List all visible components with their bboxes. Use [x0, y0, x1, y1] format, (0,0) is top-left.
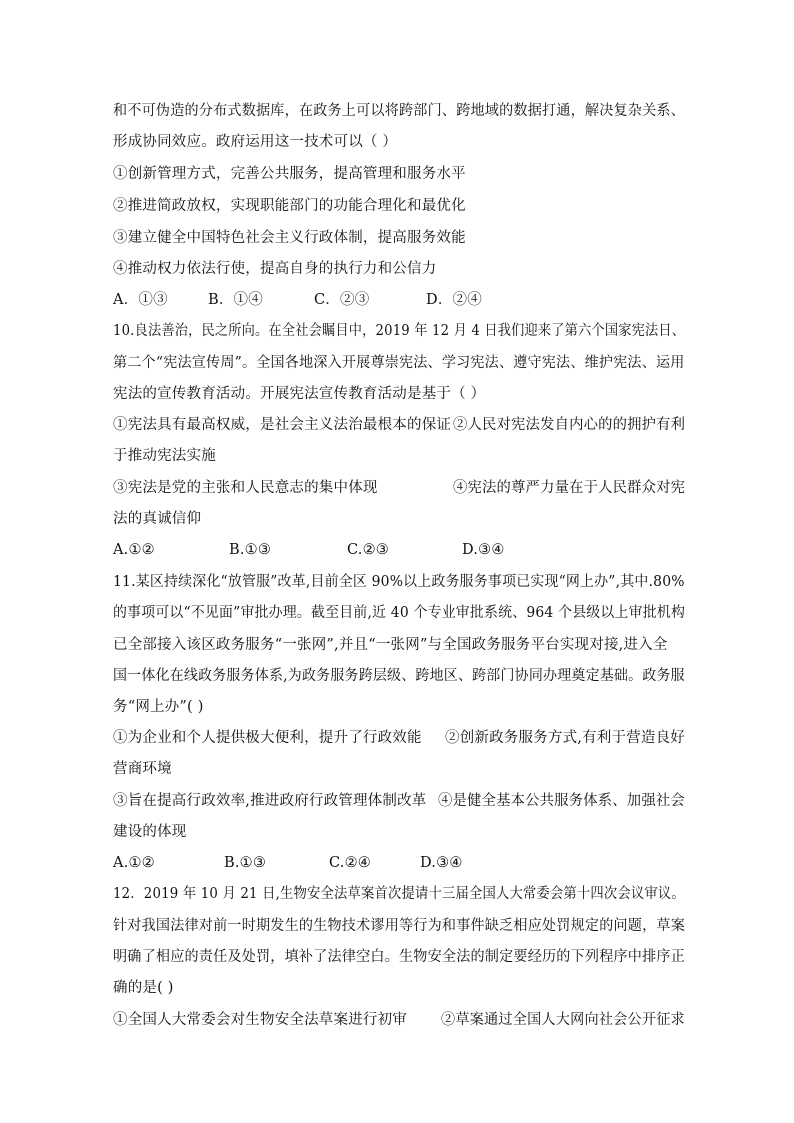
- q12-option-2: ②草案通过全国人大网向社会公开征求: [441, 1012, 685, 1028]
- q9-choice-b: B．①④: [208, 292, 263, 308]
- q9-option-1: ①创新管理方式，完善公共服务，提高管理和服务水平: [113, 166, 466, 182]
- q9-choice-c: C．②③: [314, 292, 370, 308]
- q10-option-4-cont: 法的真诚信仰: [113, 511, 202, 527]
- q11-option-4: ④是健全基本公共服务体系、加强社会: [438, 793, 685, 809]
- q12-option-1: ①全国人大常委会对生物安全法草案进行初审: [113, 1012, 407, 1028]
- q10-option-3: ③宪法是党的主张和人民意志的集中体现: [113, 480, 378, 496]
- q10-option-1: ①宪法具有最高权威，是社会主义法治最根本的保证: [113, 417, 452, 433]
- q10-stem-line-3: 宪法的宣传教育活动。开展宪法宣传教育活动是基于（ ）: [113, 386, 486, 402]
- q11-option-1: ①为企业和个人提供极大便利，提升了行政效能: [113, 730, 422, 746]
- q11-option-2-cont: 营商环境: [113, 761, 172, 777]
- q9-stem-line-2: 形成协同效应。政府运用这一技术可以（ ）: [113, 134, 398, 150]
- q10-stem-line-1: 10.良法善治，民之所向。在全社会瞩目中，2019 年 12 月 4 日我们迎来了第六个国家宪法日、: [113, 323, 686, 339]
- q11-stem-line-2: 的事项可以“不见面”审批办理。截至目前,近 40 个专业审批系统、964 个县级以上审批机构: [113, 605, 686, 621]
- q10-option-4: ④宪法的尊严力量在于人民群众对宪: [453, 480, 686, 496]
- q9-option-3: ③建立健全中国特色社会主义行政体制，提高服务效能: [113, 230, 466, 246]
- q9-stem-line-1: 和不可伪造的分布式数据库，在政务上可以将跨部门、跨地域的数据打通，解决复杂关系、: [113, 103, 686, 119]
- q11-option-2: ②创新政务服务方式,有利于营造良好: [445, 730, 686, 746]
- q9-choice-a: A．①③: [113, 292, 168, 308]
- q11-option-3: ③旨在提高行政效率,推进政府行政管理体制改革: [113, 793, 427, 809]
- q11-choice-c: C.②④: [329, 855, 371, 871]
- q10-choice-c: C.②③: [347, 542, 389, 558]
- q10-option-2: ②人民对宪法发自内心的的拥护有利: [453, 417, 686, 433]
- q11-stem-line-4: 国一体化在线政务服务体系,为政务服务跨层级、跨地区、跨部门协同办理奠定基础。政务服: [113, 668, 685, 684]
- q12-stem-line-1: 12．2019 年 10 月 21 日,生物安全法草案首次提请十三届全国人大常委会第十四次会议审议。: [113, 886, 685, 902]
- q12-stem-line-4: 确的是( ): [113, 980, 174, 996]
- q12-stem-line-2: 针对我国法律对前一时期发生的生物技术谬用等行为和事件缺乏相应处罚规定的问题，草案: [113, 918, 686, 934]
- q9-option-4: ④推动权力依法行使，提高自身的执行力和公信力: [113, 261, 437, 277]
- q11-stem-line-5: 务“网上办”( ): [113, 699, 204, 715]
- q10-choice-a: A.①②: [113, 542, 155, 558]
- q9-choice-d: D．②④: [426, 292, 482, 308]
- q12-stem-line-3: 明确了相应的责任及处罚，填补了法律空白。生物安全法的制定要经历的下列程序中排序正: [113, 949, 686, 965]
- q11-option-4-cont: 建设的体现: [113, 824, 187, 840]
- q11-choice-d: D.③④: [420, 855, 463, 871]
- q10-choice-b: B.①③: [229, 542, 272, 558]
- q11-stem-line-3: 已全部接入该区政务服务“一张网”,并且“一张网”与全国政务服务平台实现对接,进入全: [113, 637, 668, 653]
- q9-option-2: ②推进简政放权，实现职能部门的功能合理化和最优化: [113, 198, 466, 214]
- q11-choice-a: A.①②: [113, 855, 155, 871]
- q10-choice-d: D.③④: [462, 542, 505, 558]
- q10-option-2-cont: 于推动宪法实施: [113, 448, 216, 464]
- q11-choice-b: B.①③: [224, 855, 267, 871]
- q10-stem-line-2: 第二个“宪法宣传周”。全国各地深入开展尊崇宪法、学习宪法、遵守宪法、维护宪法、运用: [113, 355, 685, 371]
- q11-stem-line-1: 11.某区持续深化“放管服”改革,目前全区 90%以上政务服务事项已实现“网上办”,其中.80%: [113, 574, 685, 590]
